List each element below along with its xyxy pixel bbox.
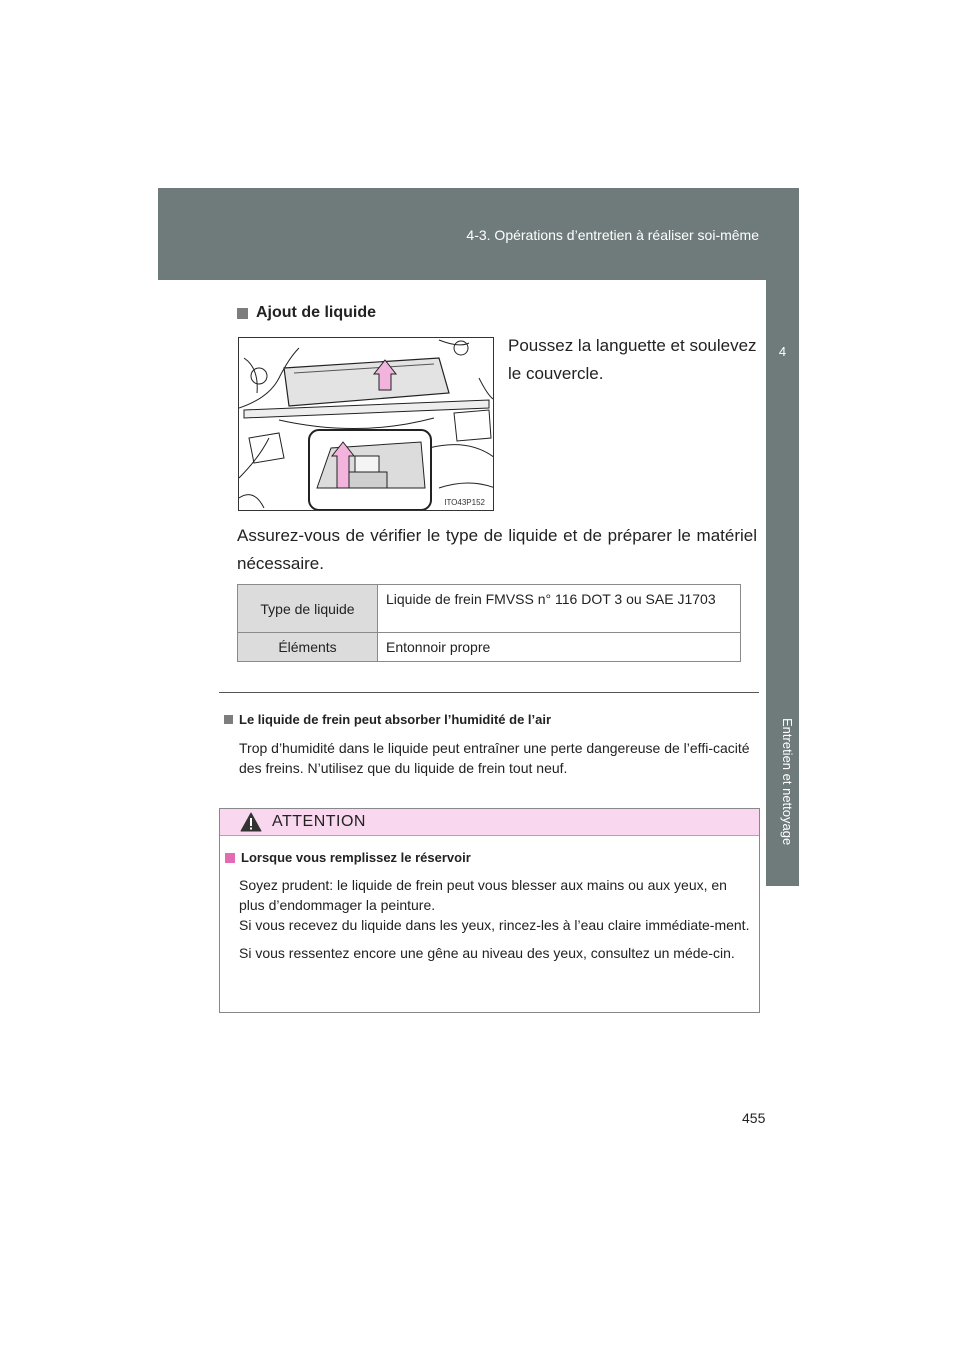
section-divider	[219, 692, 759, 693]
warning-header	[220, 809, 759, 836]
table-value: Entonnoir propre	[378, 633, 741, 662]
table-row	[238, 633, 741, 662]
warning-subheading	[225, 850, 471, 865]
warning-line: Soyez prudent: le liquide de frein peut vous blesser aux mains ou aux yeux, en plus d’endommager la peinture.	[239, 877, 727, 913]
chapter-tab-number: 4	[766, 280, 799, 376]
note-heading	[224, 712, 551, 727]
spec-table	[237, 584, 741, 662]
header-title: 4-3. Opérations d’entretien à réaliser soi-même	[466, 227, 759, 243]
warning-line: Si vous recevez du liquide dans les yeux, rincez-les à l’eau claire immédiate-ment.	[239, 917, 750, 933]
table-key: Éléments	[238, 633, 378, 662]
pink-square-bullet-icon	[225, 853, 235, 863]
table-value: Liquide de frein FMVSS n° 116 DOT 3 ou SAE J1703	[378, 585, 741, 633]
reservoir-drawing	[239, 338, 494, 511]
section-heading	[237, 304, 376, 322]
chapter-tab-label: Entretien et nettoyage	[780, 718, 795, 846]
square-bullet-icon	[224, 715, 233, 724]
warning-text	[239, 875, 754, 971]
header-band	[158, 188, 799, 280]
warning-paragraph: Si vous ressentez encore une gêne au niveau des yeux, consultez un méde-cin.	[239, 945, 735, 961]
instruction-text: Poussez la languette et soulevez le couvercle.	[508, 336, 757, 383]
illustration-code: ITO43P152	[444, 498, 485, 507]
warning-subheading-text: Lorsque vous remplissez le réservoir	[241, 850, 471, 865]
reservoir-illustration	[238, 337, 494, 511]
note-heading-text: Le liquide de frein peut absorber l’humidité de l’air	[239, 712, 552, 727]
table-key: Type de liquide	[238, 585, 378, 633]
section-heading-text: Ajout de liquide	[256, 304, 376, 321]
intro-paragraph: Assurez-vous de vérifier le type de liquide et de préparer le matériel nécessaire.	[237, 526, 757, 573]
table-row	[238, 585, 741, 633]
note-text: Trop d’humidité dans le liquide peut entraîner une perte dangereuse de l’effi-cacité des freins. N’utilisez que du liquide de frein tout neuf.	[239, 740, 750, 776]
warning-title: ATTENTION	[272, 813, 366, 830]
warning-triangle-icon	[240, 812, 262, 832]
page-number: 455	[742, 1110, 766, 1126]
warning-box	[219, 808, 760, 1013]
square-bullet-icon	[237, 308, 248, 319]
